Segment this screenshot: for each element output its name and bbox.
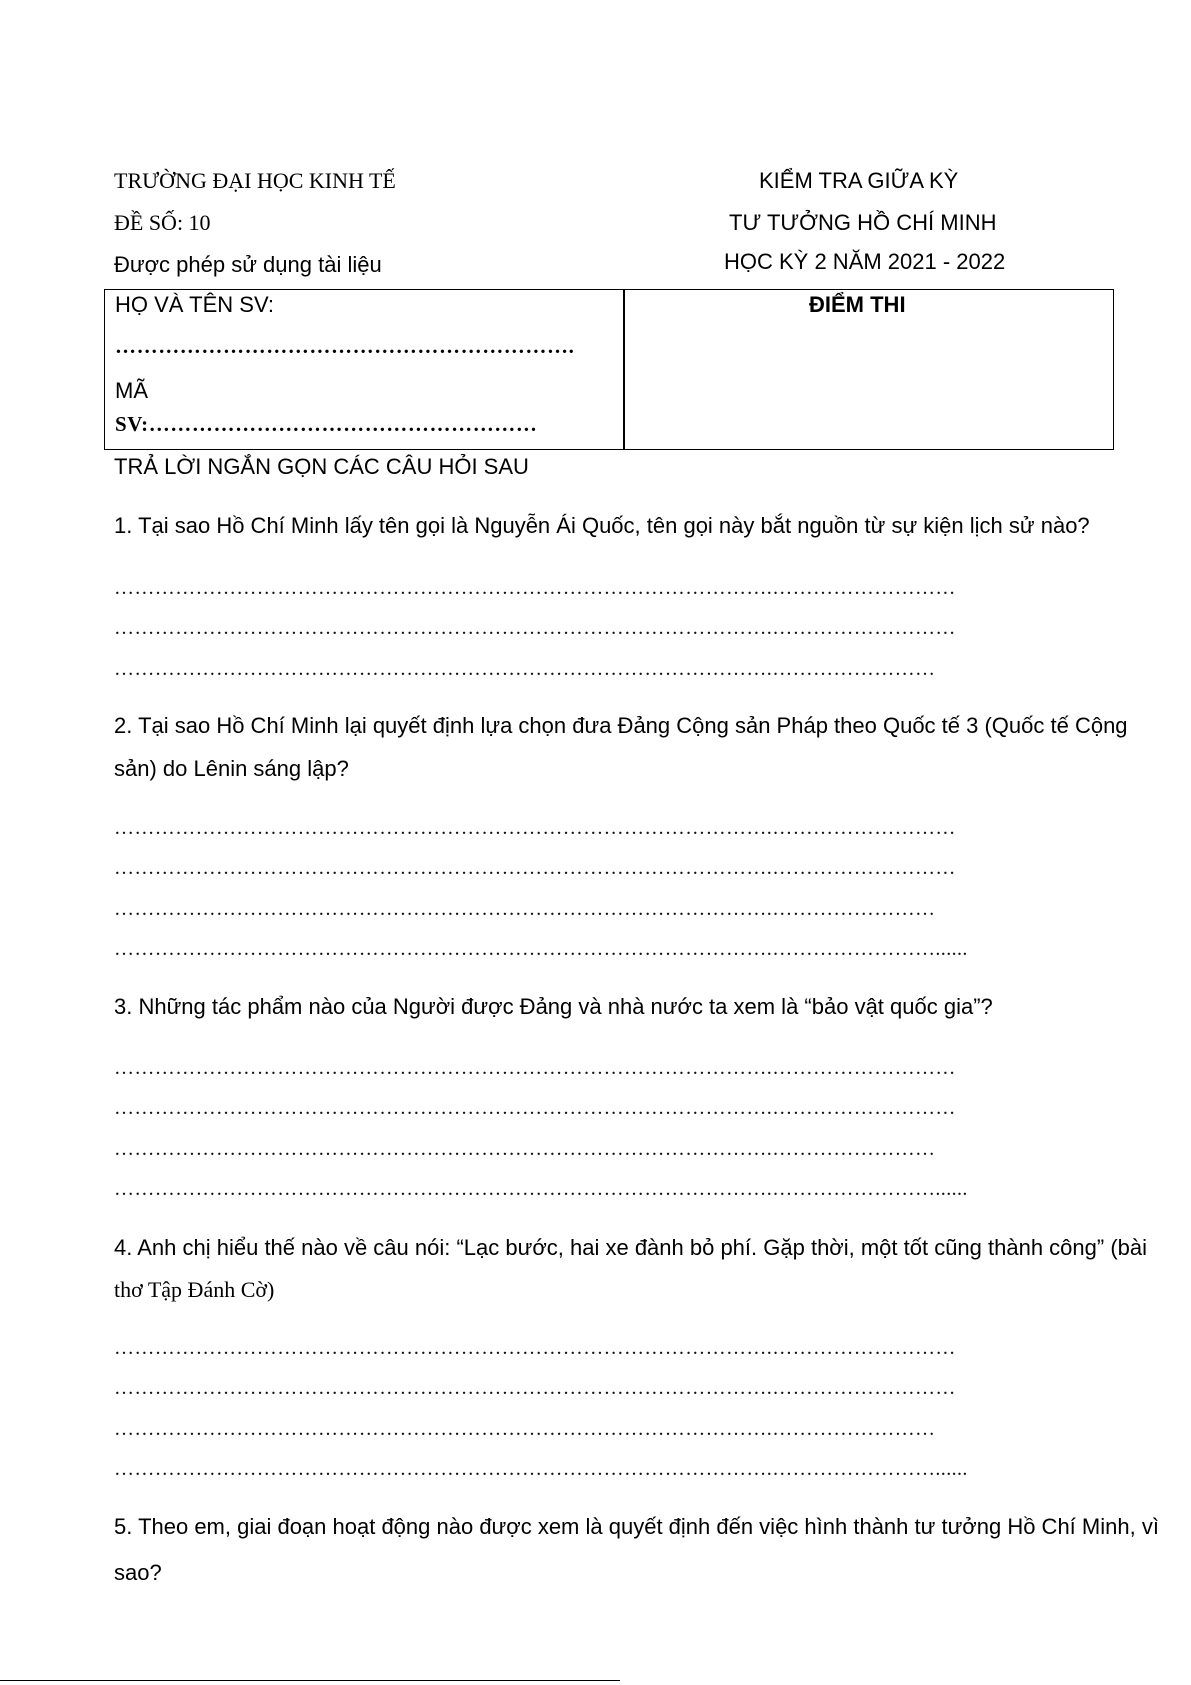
answer-line[interactable]: …………………………………………………………………………………….……………………...... — [114, 1458, 968, 1480]
term-label: HỌC KỲ 2 NĂM 2021 - 2022 — [724, 249, 1006, 274]
answer-line[interactable]: …………………………………………………………………………………….……………………… — [114, 1337, 956, 1359]
answer-line[interactable]: …………………………………………………………………………………….……………………… — [114, 1377, 956, 1399]
student-info-box — [104, 289, 1114, 450]
question-5: 5. Theo em, giai đoạn hoạt động nào được xem là quyết định đến việc hình thành tư tưởng Hồ Chí Minh, vì — [114, 1514, 1159, 1539]
materials-note: Được phép sử dụng tài liệu — [114, 252, 382, 277]
answer-line[interactable]: …………………………………………………………………………………….…………………… — [114, 1138, 936, 1160]
question-2-continued: sản) do Lênin sáng lập? — [114, 756, 349, 781]
subject-title: TƯ TƯỞNG HỒ CHÍ MINH — [729, 210, 997, 235]
answer-line[interactable]: …………………………………………………………………………………….……………………… — [114, 857, 956, 879]
answer-line[interactable]: …………………………………………………………………………………….…………………… — [114, 898, 936, 920]
student-id-field[interactable]: SV:……………………………………………… — [115, 412, 538, 436]
question-1: 1. Tại sao Hồ Chí Minh lấy tên gọi là Nguyễn Ái Quốc, tên gọi này bắt nguồn từ sự kiện lịch sử nào? — [114, 513, 1090, 538]
student-name-label: HỌ VÀ TÊN SV: — [115, 292, 274, 317]
answer-line[interactable]: …………………………………………………………………………………….……………………...... — [114, 938, 968, 960]
question-3: 3. Những tác phẩm nào của Người được Đảng và nhà nước ta xem là “bảo vật quốc gia”? — [114, 994, 993, 1019]
answer-line[interactable]: …………………………………………………………………………………….……………………… — [114, 1057, 956, 1079]
instructions: TRẢ LỜI NGẮN GỌN CÁC CÂU HỎI SAU — [114, 454, 529, 479]
answer-line[interactable]: …………………………………………………………………………………….…………………… — [114, 1418, 936, 1440]
question-2: 2. Tại sao Hồ Chí Minh lại quyết định lựa chọn đưa Đảng Cộng sản Pháp theo Quốc tế 3 (Quốc tế Cộng — [114, 713, 1128, 738]
page-bottom-rule — [0, 1680, 620, 1681]
answer-line[interactable]: …………………………………………………………………………………….……………………… — [114, 577, 956, 599]
answer-line[interactable]: …………………………………………………………………………………….……………………...... — [114, 1178, 968, 1200]
school-name: TRƯỜNG ĐẠI HỌC KINH TẾ — [114, 168, 396, 193]
answer-line[interactable]: …………………………………………………………………………………….……………………… — [114, 617, 956, 639]
student-name-field[interactable]: ………………………………………………………. — [115, 334, 575, 358]
answer-line[interactable]: …………………………………………………………………………………….…………………… — [114, 658, 936, 680]
question-5-continued: sao? — [114, 1560, 162, 1585]
exam-type: KIỂM TRA GIỮA KỲ — [759, 168, 959, 193]
question-4: 4. Anh chị hiểu thế nào về câu nói: “Lạc bước, hai xe đành bỏ phí. Gặp thời, một tốt cũng thành công” (bài — [114, 1235, 1148, 1260]
question-4-continued: thơ Tập Đánh Cờ) — [114, 1277, 275, 1302]
student-id-label: MÃ — [115, 378, 148, 403]
info-box-divider — [623, 290, 625, 449]
score-label: ĐIỂM THI — [809, 292, 906, 317]
answer-line[interactable]: …………………………………………………………………………………….……………………… — [114, 817, 956, 839]
answer-line[interactable]: …………………………………………………………………………………….……………………… — [114, 1097, 956, 1119]
exam-code: ĐỀ SỐ: 10 — [114, 210, 211, 235]
